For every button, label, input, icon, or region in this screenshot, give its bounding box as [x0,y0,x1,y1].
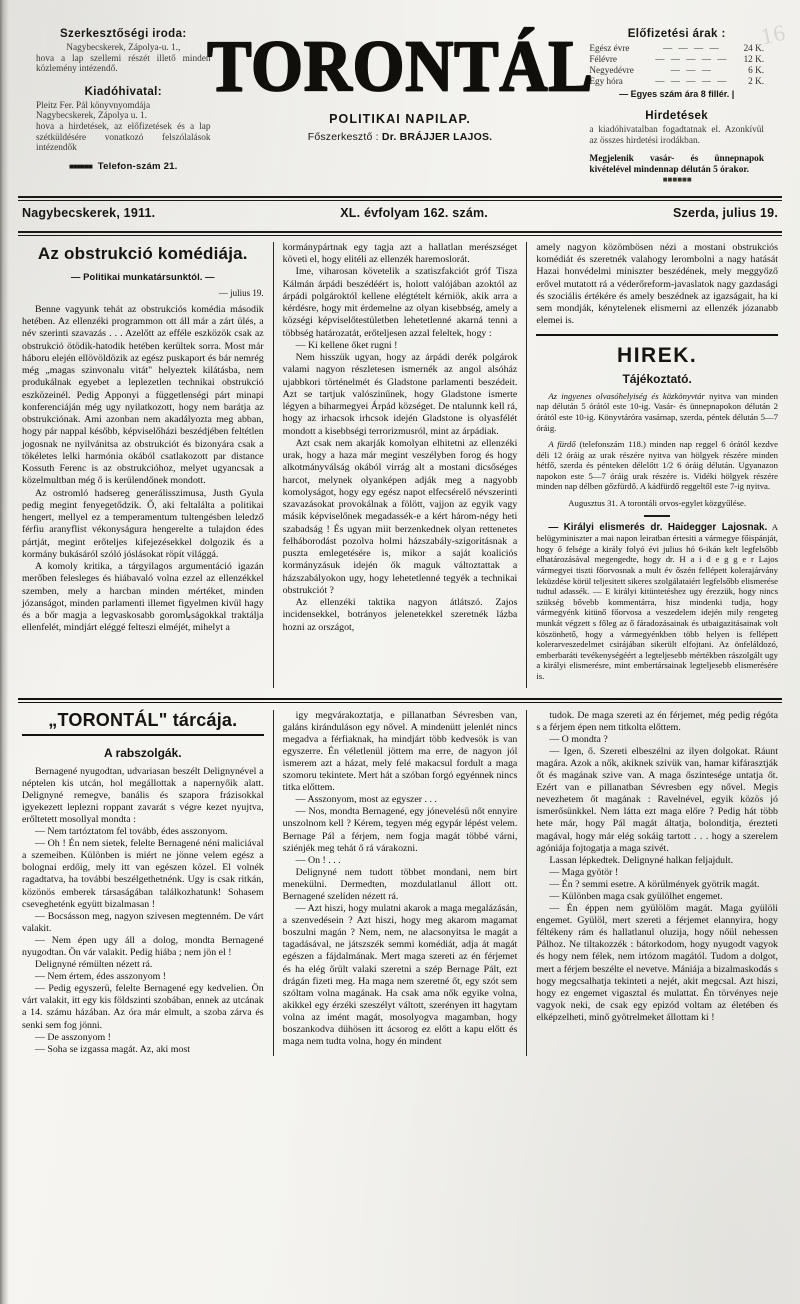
feuilleton-paragraph: — Én ? semmi esetre. A körülmények gyötrik magát. [549,878,760,890]
dateline-date: Szerda, julius 19. [672,205,778,220]
main-columns [18,236,782,688]
article-paragraph: Ime, viharosan követelik a szatiszfakciót gróf Tisza Kálmán árpádi beszédéért is, holott valójában azoktól az árpádi polgároktól kellene elégtételt kérniök, akik arra a kérdésre, hogy mit érdemelne az olyan kisebbség, amely a községi képviselőtestületben lehetetlenné akarná tenni a többség határozatát, erőteljesen azzal feleltek, hogy : [282,266,518,339]
price-label: Egy hóra [589,76,623,86]
article-paragraph: Az ostromló hadsereg generálisszimusa, Justh Gyula pedig megint fenyegetődzik. Ő, aki feltalálta a politikai hengert, mellyel ez a temperamentum tultengésben leledző férfiu aranyflist vékonyságura hengerelte a tulajdon édes pártját, megint erőteljes kifejezésekkel dolgozik és a kormány bukásáról szóló jóslásokat röpít világgá. [22,487,264,560]
editor-in-chief-line [211,131,590,143]
editor-name: Dr. BRÁJJER LAJOS. [381,131,493,143]
news-item-body: A belügyminiszter a mai napon leiratban értesiti a vármegye főispánját, hogy ő felsége a király folyó évi julius hó 6-ikán kelt legfelsőbb elhatározásával megengedte, hogy dr. H a i d e g g e r Lajos vármegyei tiszti főorvosnak a mult év őszén fellépett kolerajárvány leküzdése körül teljesitett sikeres szolgálataiért legfelsőbb elismerése tudtul adassék. — E királyi kitüntetéshez ugy érezzük, hogy nincs szükség bővebb kommentárra, hisz mindenki tudja, hogy vármegyénk kitünő főorvosa a veszedelem idején mily rengeteg munkát végzett s főleg az ő fáradozásainak és utbaigazitásainak volt köszönhető, hogy a vármegyénkben több helyen is fellépett kolerarveszedelmet csirájában sikerült elfojtani. Az önfeláldozó, emberbaráti tevékenységéért a legteljesebb mértékben rászolgált ugy a királyi elismerésre, mint embertársainak legteljesebb elismerésére is. [536,521,778,681]
price-value: 6 K. [748,65,764,75]
subscription-price-table [589,43,764,87]
feuilleton-paragraph: — Maga gyötör ! [549,866,619,878]
publishing-office-printer: Pleitz Fer. Pál könyvnyomdája [36,100,151,111]
dateline-bar [18,201,782,225]
article-paragraph: A komoly kritika, a tárgyilagos argumentáció igazán merőben felesleges és hiábavaló volna ezzel az ellenzékkel szemben, mely a harcban minden mértéket, minden józanságot, minden parlamenti illemet figyelmen kivül hagy és a bőr magja a legvaskosabb goromباságokkal traktálja ellenfelét, mindjárt eléggé felteszi elméjét, mihelyt a [22,561,264,634]
editorial-office-heading: Szerkesztőségi iroda: [59,28,187,40]
column-2 [273,242,528,688]
feuilleton-section [18,703,782,1056]
news-section-heading: HIREK. [617,343,698,367]
table-row [589,54,764,65]
feuilleton-paragraph: — Nem értem, édes asszonyom ! [35,971,167,983]
publishing-office-heading: Kiadóhivatal: [84,85,162,98]
masthead-right-block [589,28,764,186]
advertisements-body: a kiadóhivatalban fogadtatnak el. Azonkívül az összes hirdetési irodákban. [589,125,764,146]
telephone-label: Telefon-szám 21. [97,160,178,172]
price-dashes: — — — [670,65,713,75]
page-title: Az obstrukció komédiája. [37,243,248,263]
feuilleton-paragraph: Lassan lépkedtek. Delignyné halkan feljajdult. [549,854,734,866]
table-row [589,76,764,87]
news-item [536,391,778,433]
news-item [536,439,778,492]
feuilleton-paragraph: — De asszonyom ! [35,1031,111,1043]
feuilleton-column-2 [273,710,528,1056]
subscription-heading: Előfizetési árak : [627,28,726,40]
news-item-body: (telefonszám 118.) minden nap reggel 6 órától kezdve déli 12 óráig az urak részére nyitva van hölgyek részére minden hétfő, szerda és pénteken délelőtt 1/2 6 óráig délután. Ugyanazon napokon este 5—7 óráig urak részére is. Vidéki hölgyek részére minden nap délben gőzfürdő. A kádfürdő reggeltől este 7-ig nyitva. [536,439,778,492]
masthead-left-block [36,28,211,181]
dateline-place: Nagybecskerek, 1911. [22,205,156,220]
price-label: Félévre [589,54,617,64]
subscription-rows [589,43,764,87]
feuilleton-column-3 [527,710,782,1056]
feuilleton-paragraph: — On ! . . . [295,854,341,866]
feuilleton-paragraph: — Nos, mondta Bernagené, egy jónevelésü nőt ennyire unszolnom kell ? Kérem, tegyen még egypár lépést velem. Bernage Pál a férjem, nem fogja magát többé várni, sziénjék meg tehát ő rá várakozni. [282,806,518,854]
news-item-body: nyitva van minden nap délután 5 órától este 10-ig. Vasár- és ünnepnapokon délután 2 órától este 10-ig. Könyvtáróra vasárnap, szerda, péntek délután 5—7 óráig. [536,390,778,433]
feuilleton-paragraph: — Soha se izgassa magát. Az, aki most [35,1043,190,1055]
feuilleton-paragraph: — Asszonyom, most az egyszer . . . [295,794,437,806]
feuilleton-paragraph: — Nem épen ugy áll a dolog, mondta Bernagené nyugodtan. Ön vár valakit. Pedig hiába ; nem jön el ! [22,934,264,958]
price-dashes: — — — — [663,43,721,53]
feuilleton-story-title: A rabszolgák. [104,745,182,760]
feuilleton-paragraph: tudok. De maga szereti az én férjemet, még pedig régóta s a férjem épen nem titkolta előttem. [536,709,778,733]
editorial-office-address: Nagybecskerek, Zápolya-u. 1., [66,43,181,53]
news-section-rule [536,334,778,336]
news-item-lead: Az ingyenes olvasóhelyiség és közkönyvtár [548,390,705,401]
price-label: Egész évre [589,43,630,53]
newspaper-title: TORONTÁL [206,26,594,108]
editor-label: Főszerkesztő : [307,131,379,143]
publishing-office-address: Nagybecskerek, Zápolya u. 1. [36,111,148,122]
news-subsection-heading: Tájékoztató. [622,371,692,386]
telephone-number: ■■■■■■ Telefon-szám 21. [69,160,178,172]
article-paragraph: amely nagyon közömbösen nézi a mostani obstrukciós komédiát és szeretnék valahogy lerombolni a nagy hatását Hazai honvédelmi miniszter beszédének, mely meggyőző erővel mutatott rá a véderőreform-javaslatok nagy gazdasági és szociális értékére és amely beszédnek az igazságait, ha ki sem mondják, kénytelenek elismerni az ellenzék józanabb elemei is. [536,241,778,327]
column-3 [527,242,782,688]
article-date-note: — julius 19. [218,287,264,298]
price-value: 2 K. [748,76,764,86]
masthead [18,0,782,190]
feuilleton-paragraph: igy megvárakoztatja, e pillanatban Sévresben van, galáns kiránduláson egy nővel. A mindenütt jelenlét nincs megadva a férfiaknak, ha mindjárt több kedvesök is van egyszerre. Én véletlenül jöttem ma erre, de nagyon jól ismerem azt a házat, mely felé makacsul fordult a maga szomoru tekintete. Mert hát a szóban forgó egyénnek nincs titka előttem. [282,709,518,794]
table-row [589,43,764,54]
dateline-issue: XL. évfolyam 162. szám. [340,205,488,220]
newspaper-subtitle: POLITIKAI NAPILAP. [329,112,471,126]
article-subhead: — Politikai munkatársunktól. — [71,270,215,282]
news-item-lead: — Királyi elismerés dr. Haidegger Lajosnak. [548,521,768,533]
feuilleton-title: „TORONTÁL" tárcája. [22,710,264,736]
price-dashes: — — — — — [655,54,729,64]
feuilleton-paragraph: — Pedig egyszerü, felelte Bernagené egy kedvelien. Ön várt valakit, itt egy kis földszinti szobában, ennek az utcának a 14. számu házában. Az óra már elmult, a szoba zárva és senki sem fog jönni. [22,983,264,1031]
feuilleton-paragraph: Delignyné rémülten nézett rá. [35,959,153,971]
feuilleton-paragraph: — Oh ! Én nem sietek, felelte Bernagené néni maliciával a szemeiben. Különben is miért ne jönne velem egész a bolognai erdőig, mely itt van egészen közel. El volnék ragadtatva, ha további beszélgethetnénk. Ugy is csak ritkán, közönös emberek társaságában találkozhatunk! Sohasem csevegheténk együtt bizalmasan ! [22,838,264,910]
article-paragraph: Benne vagyunk tehát az obstrukciós komédia második hetében. Az ellenzéki programmon ott áll már a zárt ülés, a név szerinti szavazás . . . Azelőtt az efféle eszközök csak az obstrukció ötödik-hatodik hetében kerültek sorra. Most már háboru elején ellövöldözik az egész puskaport és bár nemrég még „magas szinvonalu vitát" helyeztek kilátásba, nem produkálnak egyebet a leplezetlen technikai obstrukció eszközeinél. Pedig Apponyi a függetlenségi párt minapi konferenciáján még ugy nyilatkozott, hogy nem barátja az obstrukciónak. Ami azonban nem akadályozta meg abban, hogy pár nappal később, képviselőházi beszédjében feltétlen jogosnak ne nyilvánitsa az obstrukciót és bizonyára csak a tökéletes lelki harmónia okából csatlakozott par distance Kossuth Ferenc is az obstrukcióhoz, melyet ugyancsak a közelmultban még ő is kerülendőnek mondott. [22,303,264,487]
table-row [589,65,764,76]
article-paragraph: Nem hisszük ugyan, hogy az árpádi derék polgárok valami nagyon részletesen ismernék az angol alsóház ujabbkori történelmét és Gladstone parlamenti beszédeit. Azt se tartjuk valószinűnek, hogy Gladstone ismerte légyen a biharmegyei Árpád községet. De ntalunnk kell rá, hogy az irhacsok irhcsok idején Gladstone is olyasfélét mondott a kisebbségi terrorizmusról, mint az árpádiak. [282,352,518,437]
editorial-office-note: hova a lap szellemi részét illető minden közlemény intézendő. [36,53,211,75]
news-divider [644,515,670,517]
price-value: 24 K. [743,43,764,53]
scan-edge-shadow [0,0,9,1304]
article-paragraph: kormánypártnak egy tagja azt a hallatlan merészséget követi el, hogy elitéli az ellenzék haremoslorát. [282,241,518,266]
feuilleton-paragraph: — Nem tartóztatom fel tovább, édes asszonyom. [35,826,228,838]
handwritten-corner-mark: 16 [758,19,789,50]
column-1 [18,242,273,688]
price-value: 12 K. [743,54,764,64]
publishing-office-note: hova a hirdetések, az előfizetések és a lap szétküldésére vonatkozó felszólalások intézendők [36,121,211,154]
price-dashes: — — — — — [655,76,729,86]
article-paragraph: Azt csak nem akarják komolyan elhitetni az ellenzéki urak, hogy a haza már megint veszélyben forog és hogy alkotmányválság okából virrág alt a mostani dicsőséges harcot, melynek olyanképen adják meg a nagyobb komolyságot, hogy egy egész napot elfecsérelő névszerinti szavazásokat provokálnak a fölött, vajjon az egyik vagy másik képviselőnek megadassék-e a kért három-négy heti szabadság ! És ugyan miit berzenkednek olyan rettenetes felháborodást pozolva holmi házszabály-szigoritásnak a puszta emlegetésére is, mikor a saját koaliciós kormányzásuk idején ők maguk változtattak a házszabályokon ugy, hogy lehetetlenné tegyék a technikai obstrukciót ? [282,437,518,596]
feuilleton-paragraph: — Én éppen nem gyülölöm magát. Maga gyülöli engemet. Gyülöl, mert szereti a férjemet elannyira, hogy féltékeny rám és hallatlanul oluzija, hogy nőül nehessen Pálhoz. Ne tiltakozzék : bátorkodom, hogy nyugodt vagyok és hogy nem félek, nem irtózom magától. Tudom a dolgot, mert a férjem beszélte el nevetve. Mániája a bizalmaskodás s hogy megcsalhatja tekinteti a nejét, akit megcsal. Azt hiszi, hogy ez engemet vigasztal és mulattat. Én törvényes neje vagyok neki, de csak egy epizód voltam az életében és elképzelheti, minő gyötrelmeket állottam ki ! [536,903,778,1023]
article-paragraph: — Ki kellene őket rugni ! [295,339,398,351]
news-item [536,522,778,682]
feuilleton-paragraph: Bernagené nyugodtan, udvariasan beszélt Delignynével a néptelen kis utcán, hol megállottak a napernyőik alatt. Delignyné remegve, banális és szapora frázisokkal igyekezett leplezni roppant zavarát s végre kezet nyujtva, erőltetett mosollyal mondta : [22,765,264,825]
feuilleton-column-1 [18,710,273,1056]
feuilleton-paragraph: — Azt hiszi, hogy mulatni akarok a maga megalázásán, a szenvedésein ? Azt hiszi, hogy meg akarom magamat boszulni magán ? Nem, nem, ne alacsonyitsa le magát a tagadásával, ne játszszék semmi komédiát, adja át magát egészen a fájdalmának. Mert maga szereti az én férjemet és ha elég őrült valaki szeretni a szép Bernage Pált, ezt drágán fizeti meg. Ha maga nem szeretné őt, egy szót sem szóltam volna magának. Ha csak ama nők egyike volna, akikkel egy érzéki szeszélyt váltott, szerényen itt hagytam volna az imént magát, mosolyogva magamban, hogy boszankodva dühösen itt ácsorog ez előtt a kapu előtt és maga nem tudta volna, hogy én mindent [282,903,518,1048]
article-paragraph: Az ellenzéki taktika nagyon átlátszó. Zajos incidensekkel, botrányos jelenetekkel szeretnék lázba hozni az országot, [282,597,518,633]
feuilleton-paragraph: — Bocsásson meg, nagyon szivesen megtenném. De várt valakit. [22,910,264,934]
schedule-dots: ■ ■ ■ ■ ■ ■ [662,175,691,185]
feuilleton-paragraph: — Különben maga csak gyülölhet engemet. [549,890,723,902]
feuilleton-paragraph: — Igen, ő. Szereti elbeszélni az ilyen dolgokat. Ráunt magára. Azok a nők, akiknek szivük van, hamar kifárasztják őt és magának szive van. A maga őszintesége untatja őt. Ezért van e pillanatban Sévresben egy nővel. Megis nevezhetem őt magának : Ravelnével, egyik közös jó ismerősünkkel. Nem látta ezt maga előre ? Pedig hát több hete már, hogy Pál magát áltatja, bolonditja, érezteti magával, hogy már elég sokáig tartott . . . hogy a szerelem agóniája fojtogatja a maga szivét. [536,745,778,854]
masthead-center-block [206,26,594,143]
single-copy-price: — Egyes szám ára 8 fillér. | [619,89,735,99]
feuilleton-paragraph: — O mondta ? [549,733,608,745]
news-item-lead: A fürdő [548,439,576,450]
publication-schedule: Megjelenik vasár- és ünnepnapok kivételével mindennap délután 5 órakor. [589,154,764,175]
advertisements-heading: Hirdetések [645,110,709,122]
price-label: Negyedévre [589,65,634,75]
news-announcement: Augusztus 31. A torontáli orvos-egylet közgyűlése. [568,498,747,509]
feuilleton-paragraph: Delignyné nem tudott többet mondani, nem birt menekülni. Dermedten, mozdulatlanul állott ott. Bernagené szelíden nézett rá. [282,866,518,902]
